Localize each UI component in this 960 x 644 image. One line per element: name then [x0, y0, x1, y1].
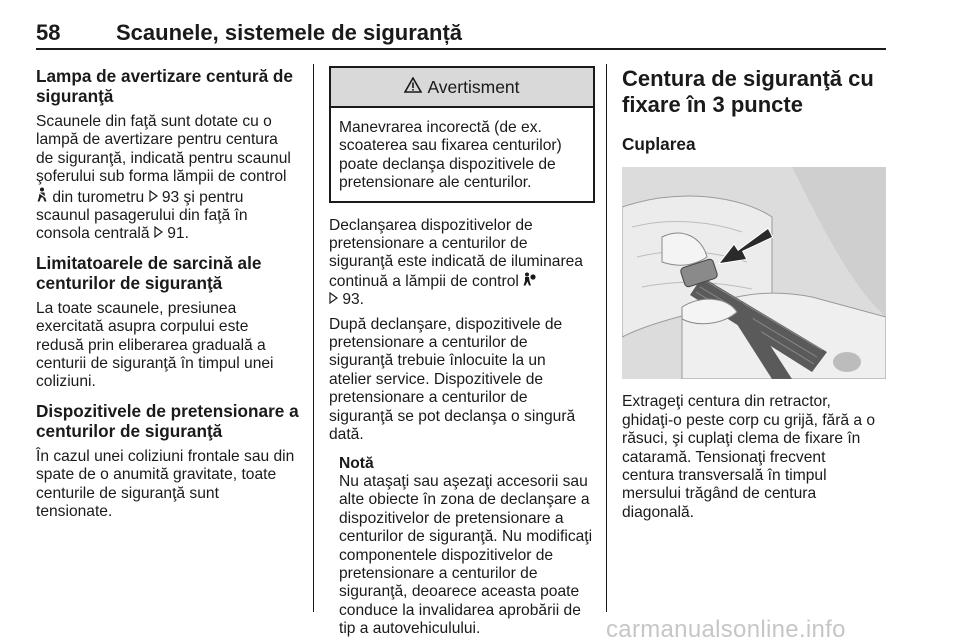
subheading-fastening: Cuplarea	[622, 134, 696, 154]
paragraph-load-limiters: La toate scaunele, presiunea exercitată asupra corpului este redusă prin eliberarea graduală a centurii de siguranţă în timpul unei coliziuni.	[36, 299, 274, 391]
note-block	[339, 455, 595, 639]
reference-arrow-icon[interactable]	[149, 189, 158, 207]
column-left	[36, 66, 302, 522]
heading-pretensioners: Dispozitivele de pretensionare a centurilor de siguranţă	[36, 400, 299, 441]
heading-seatbelt-warning: Lampa de avertizare centură de siguranţă	[36, 66, 293, 106]
warning-text: Manevrarea incorectă (de ex. scoaterea sau fixarea centurilor) poate declanşa dispozitivele de pretensionare ale centurilor.	[339, 119, 562, 192]
airbag-pretensioner-icon	[523, 272, 536, 291]
warning-box	[329, 66, 595, 203]
paragraph-pretensioner-activation	[329, 217, 595, 310]
text-fragment: 93.	[338, 291, 365, 309]
heading-load-limiters: Limitatoarele de sarcină ale centurilor de siguranţă	[36, 252, 262, 293]
text-fragment: Scaunele din faţă sunt dotate cu o lampă de avertizare pentru centura de siguranţă, indicată pentru scaunul şoferului sub forma lămpii de control	[36, 113, 291, 186]
header-divider	[36, 48, 886, 50]
reference-arrow-icon[interactable]	[154, 225, 163, 243]
column-middle	[329, 66, 595, 639]
section-title-three-point-belt: Centura de siguranţă cu fixare în 3 puncte	[622, 66, 874, 117]
watermark: carmanualsonline.info	[606, 616, 846, 643]
page-number: 58	[36, 20, 61, 45]
text-fragment: Declanşarea dispozitivelor de pretensionare a centurilor de siguranţă este indicată de iluminarea continuă a lămpii de control	[329, 216, 583, 290]
warning-title: Avertisment	[427, 76, 520, 97]
paragraph-pretensioners: În cazul unei coliziuni frontale sau din spate de o anumită gravitate, toate centurile de siguranţă sunt tensionate.	[36, 447, 295, 521]
page-title: Scaunele, sistemele de siguranță	[116, 20, 463, 45]
note-text: Nu ataşaţi sau aşezaţi accesorii sau alte obiecte în zona de declanşare a dispozitivelor de pretensionare a centurilor de siguranţă. Nu modificaţi componentele dispozitivelor de pretensionare a centurilor de siguranţă, deoarece aceasta poate conduce la invalidarea aprobării de tip a autovehiculului.	[339, 472, 593, 638]
seatbelt-person-icon	[36, 187, 48, 207]
column-divider-1	[313, 64, 314, 612]
text-fragment: 91.	[162, 225, 189, 243]
column-right	[622, 66, 892, 522]
warning-triangle-icon	[404, 77, 422, 96]
text-fragment: 93 şi pentru scaunul pasagerului din faţă în consola centrală	[36, 188, 248, 243]
reference-arrow-icon[interactable]	[329, 291, 338, 309]
warning-header	[331, 68, 593, 108]
column-divider-2	[606, 64, 607, 612]
paragraph-seatbelt-warning	[36, 113, 302, 244]
seatbelt-illustration	[622, 167, 886, 379]
paragraph-fastening-instructions: Extrageţi centura din retractor, ghidaţi-o peste corp cu grijă, fără a o răsuci, şi cuplaţi clema de fixare în cataramă. Tensionaţi frecvent centura transversală în timpul mersului trăgând de centura diagonală.	[622, 393, 876, 521]
paragraph-pretensioner-replacement: După declanşare, dispozitivele de pretensionare a centurilor de siguranţă trebuie înlocuite la un atelier service. Dispozitivele de pretensionare a centurilor de siguranţă se pot declanşa o singură dată.	[329, 315, 576, 444]
text-fragment: din turometru	[48, 188, 149, 206]
note-label: Notă	[339, 454, 374, 472]
